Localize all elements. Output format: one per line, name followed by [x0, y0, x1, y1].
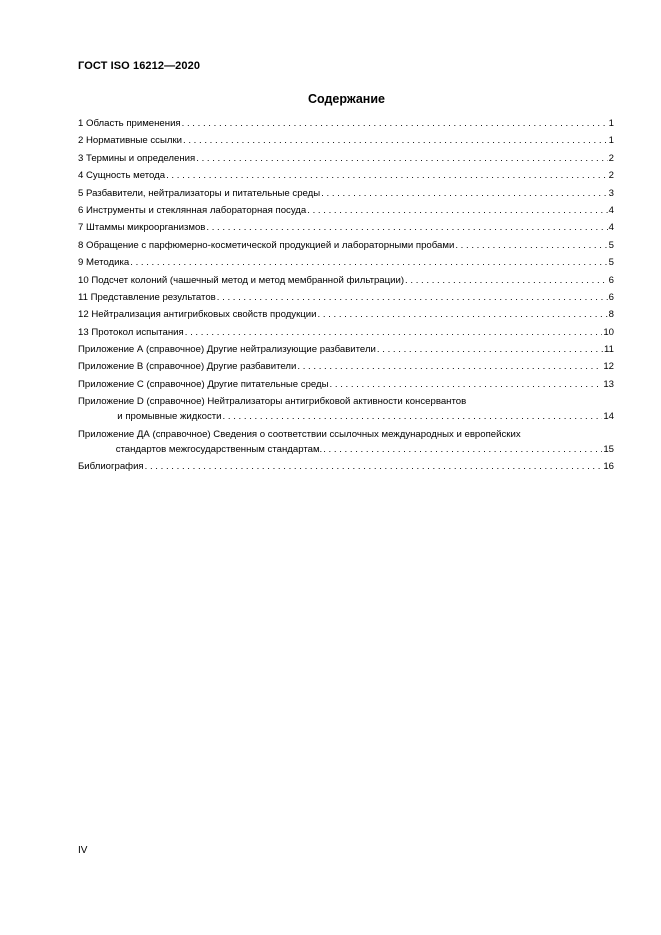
toc-entry-label: Приложение D (справочное) Нейтрализаторы антигрибковой активности консервантов [78, 396, 467, 408]
toc-entry[interactable] [78, 306, 614, 323]
toc-entry-label: стандартов межгосударственным стандартам. [115, 443, 323, 455]
toc-entry-label: 8 Обращение с парфюмерно-косметической продукцией и лабораторными пробами [78, 239, 455, 251]
page-number: IV [78, 845, 88, 856]
toc-entry-label: Приложение С (справочное) Другие питательные среды [78, 378, 329, 390]
toc-entry[interactable] [78, 132, 614, 149]
toc-entry-page: 6 [608, 274, 614, 286]
toc-entry-page: 1 [608, 135, 614, 147]
toc-leader-dots [405, 272, 608, 289]
toc-entry-label: 1 Область применения [78, 118, 181, 129]
toc-leader-dots [196, 150, 607, 167]
toc-entry-page: 5 [608, 239, 614, 251]
table-of-contents [78, 115, 614, 475]
toc-leader-dots [130, 254, 607, 271]
toc-entry-label: 5 Разбавители, нейтрализаторы и питательные среды [78, 187, 321, 199]
toc-leader-dots [206, 219, 607, 236]
toc-leader-dots [323, 441, 602, 458]
toc-entry-page: 15 [603, 443, 614, 455]
toc-entry-appendix-d-line1 [78, 393, 614, 408]
toc-entry-appendix-da-line2[interactable] [78, 441, 614, 458]
toc-entry[interactable] [78, 341, 614, 358]
toc-entry[interactable] [78, 376, 614, 393]
toc-entry-page: 4 [608, 204, 614, 216]
toc-entry-label: 6 Инструменты и стеклянная лабораторная посуда [78, 204, 307, 216]
toc-leader-dots [377, 341, 603, 358]
toc-entry[interactable] [78, 254, 614, 271]
toc-leader-dots [321, 185, 608, 202]
toc-entry-page: 2 [608, 170, 614, 182]
toc-entry-label: и промывные жидкости [117, 411, 222, 423]
toc-title: Содержание [307, 92, 385, 106]
toc-entry-label: 9 Методика [78, 257, 130, 269]
toc-leader-dots [217, 289, 608, 306]
toc-entry[interactable] [78, 219, 614, 236]
toc-leader-dots [455, 237, 607, 254]
toc-entry-label: 13 Протокол испытания [78, 326, 184, 338]
toc-leader-dots [330, 376, 603, 393]
toc-entry[interactable] [78, 358, 614, 375]
toc-entry-page: 13 [603, 378, 614, 390]
toc-entry-page: 10 [603, 326, 614, 338]
toc-leader-dots [145, 458, 603, 475]
toc-entry-page: 4 [608, 222, 614, 234]
toc-entry-page: 3 [608, 187, 614, 199]
toc-leader-dots [223, 408, 603, 425]
toc-entry-page: 8 [608, 309, 614, 321]
toc-leader-dots [318, 306, 608, 323]
toc-entry-page: 5 [608, 257, 614, 269]
toc-entry[interactable] [78, 115, 614, 132]
toc-leader-dots [297, 358, 602, 375]
toc-entry-label: 12 Нейтрализация антигрибковых свойств продукции [78, 309, 317, 321]
toc-entry[interactable] [78, 202, 614, 219]
toc-entry[interactable] [78, 167, 614, 184]
toc-entry-label: 7 Штаммы микроорганизмов [78, 222, 206, 234]
toc-entry-page: 1 [608, 118, 614, 129]
toc-entry-label: 4 Сущность метода [78, 170, 166, 182]
toc-entry-page: 11 [604, 344, 614, 356]
toc-entry-page: 14 [603, 411, 614, 423]
toc-entry[interactable] [78, 289, 614, 306]
toc-entry[interactable] [78, 237, 614, 254]
toc-entry-label: 2 Нормативные ссылки [78, 135, 183, 147]
toc-entry-label: Приложение А (справочное) Другие нейтрализующие разбавители [78, 344, 376, 356]
toc-leader-dots [185, 324, 603, 341]
document-header: ГОСТ ISO 16212—2020 [78, 60, 201, 72]
toc-entry-page: 12 [603, 361, 614, 373]
toc-entries [78, 115, 614, 393]
toc-entry-label: Приложение В (справочное) Другие разбавители [78, 361, 297, 373]
toc-entry-label: Библиография [78, 461, 144, 473]
toc-leader-dots [307, 202, 607, 219]
toc-entry-page: 16 [603, 461, 614, 473]
toc-entry[interactable] [78, 324, 614, 341]
toc-entry-label: 11 Представление результатов [78, 291, 216, 303]
toc-entry-appendix-da-line1 [78, 426, 614, 441]
toc-leader-dots [182, 115, 608, 132]
toc-entry-page: 2 [608, 152, 614, 164]
toc-entry[interactable] [78, 185, 614, 202]
toc-leader-dots [183, 132, 608, 149]
toc-entry-label: 3 Термины и определения [78, 152, 196, 164]
toc-entry-bibliography[interactable] [78, 458, 614, 475]
toc-entry-page: 6 [608, 291, 614, 303]
toc-entry[interactable] [78, 272, 614, 289]
toc-leader-dots [166, 167, 608, 184]
toc-entry-appendix-d-line2[interactable] [78, 408, 614, 425]
toc-entry[interactable] [78, 150, 614, 167]
toc-entry-label: 10 Подсчет колоний (чашечный метод и метод мембранной фильтрации) [78, 274, 405, 286]
toc-entry-label: Приложение ДА (справочное) Сведения о соответствии ссылочных международных и европейских [78, 428, 521, 440]
